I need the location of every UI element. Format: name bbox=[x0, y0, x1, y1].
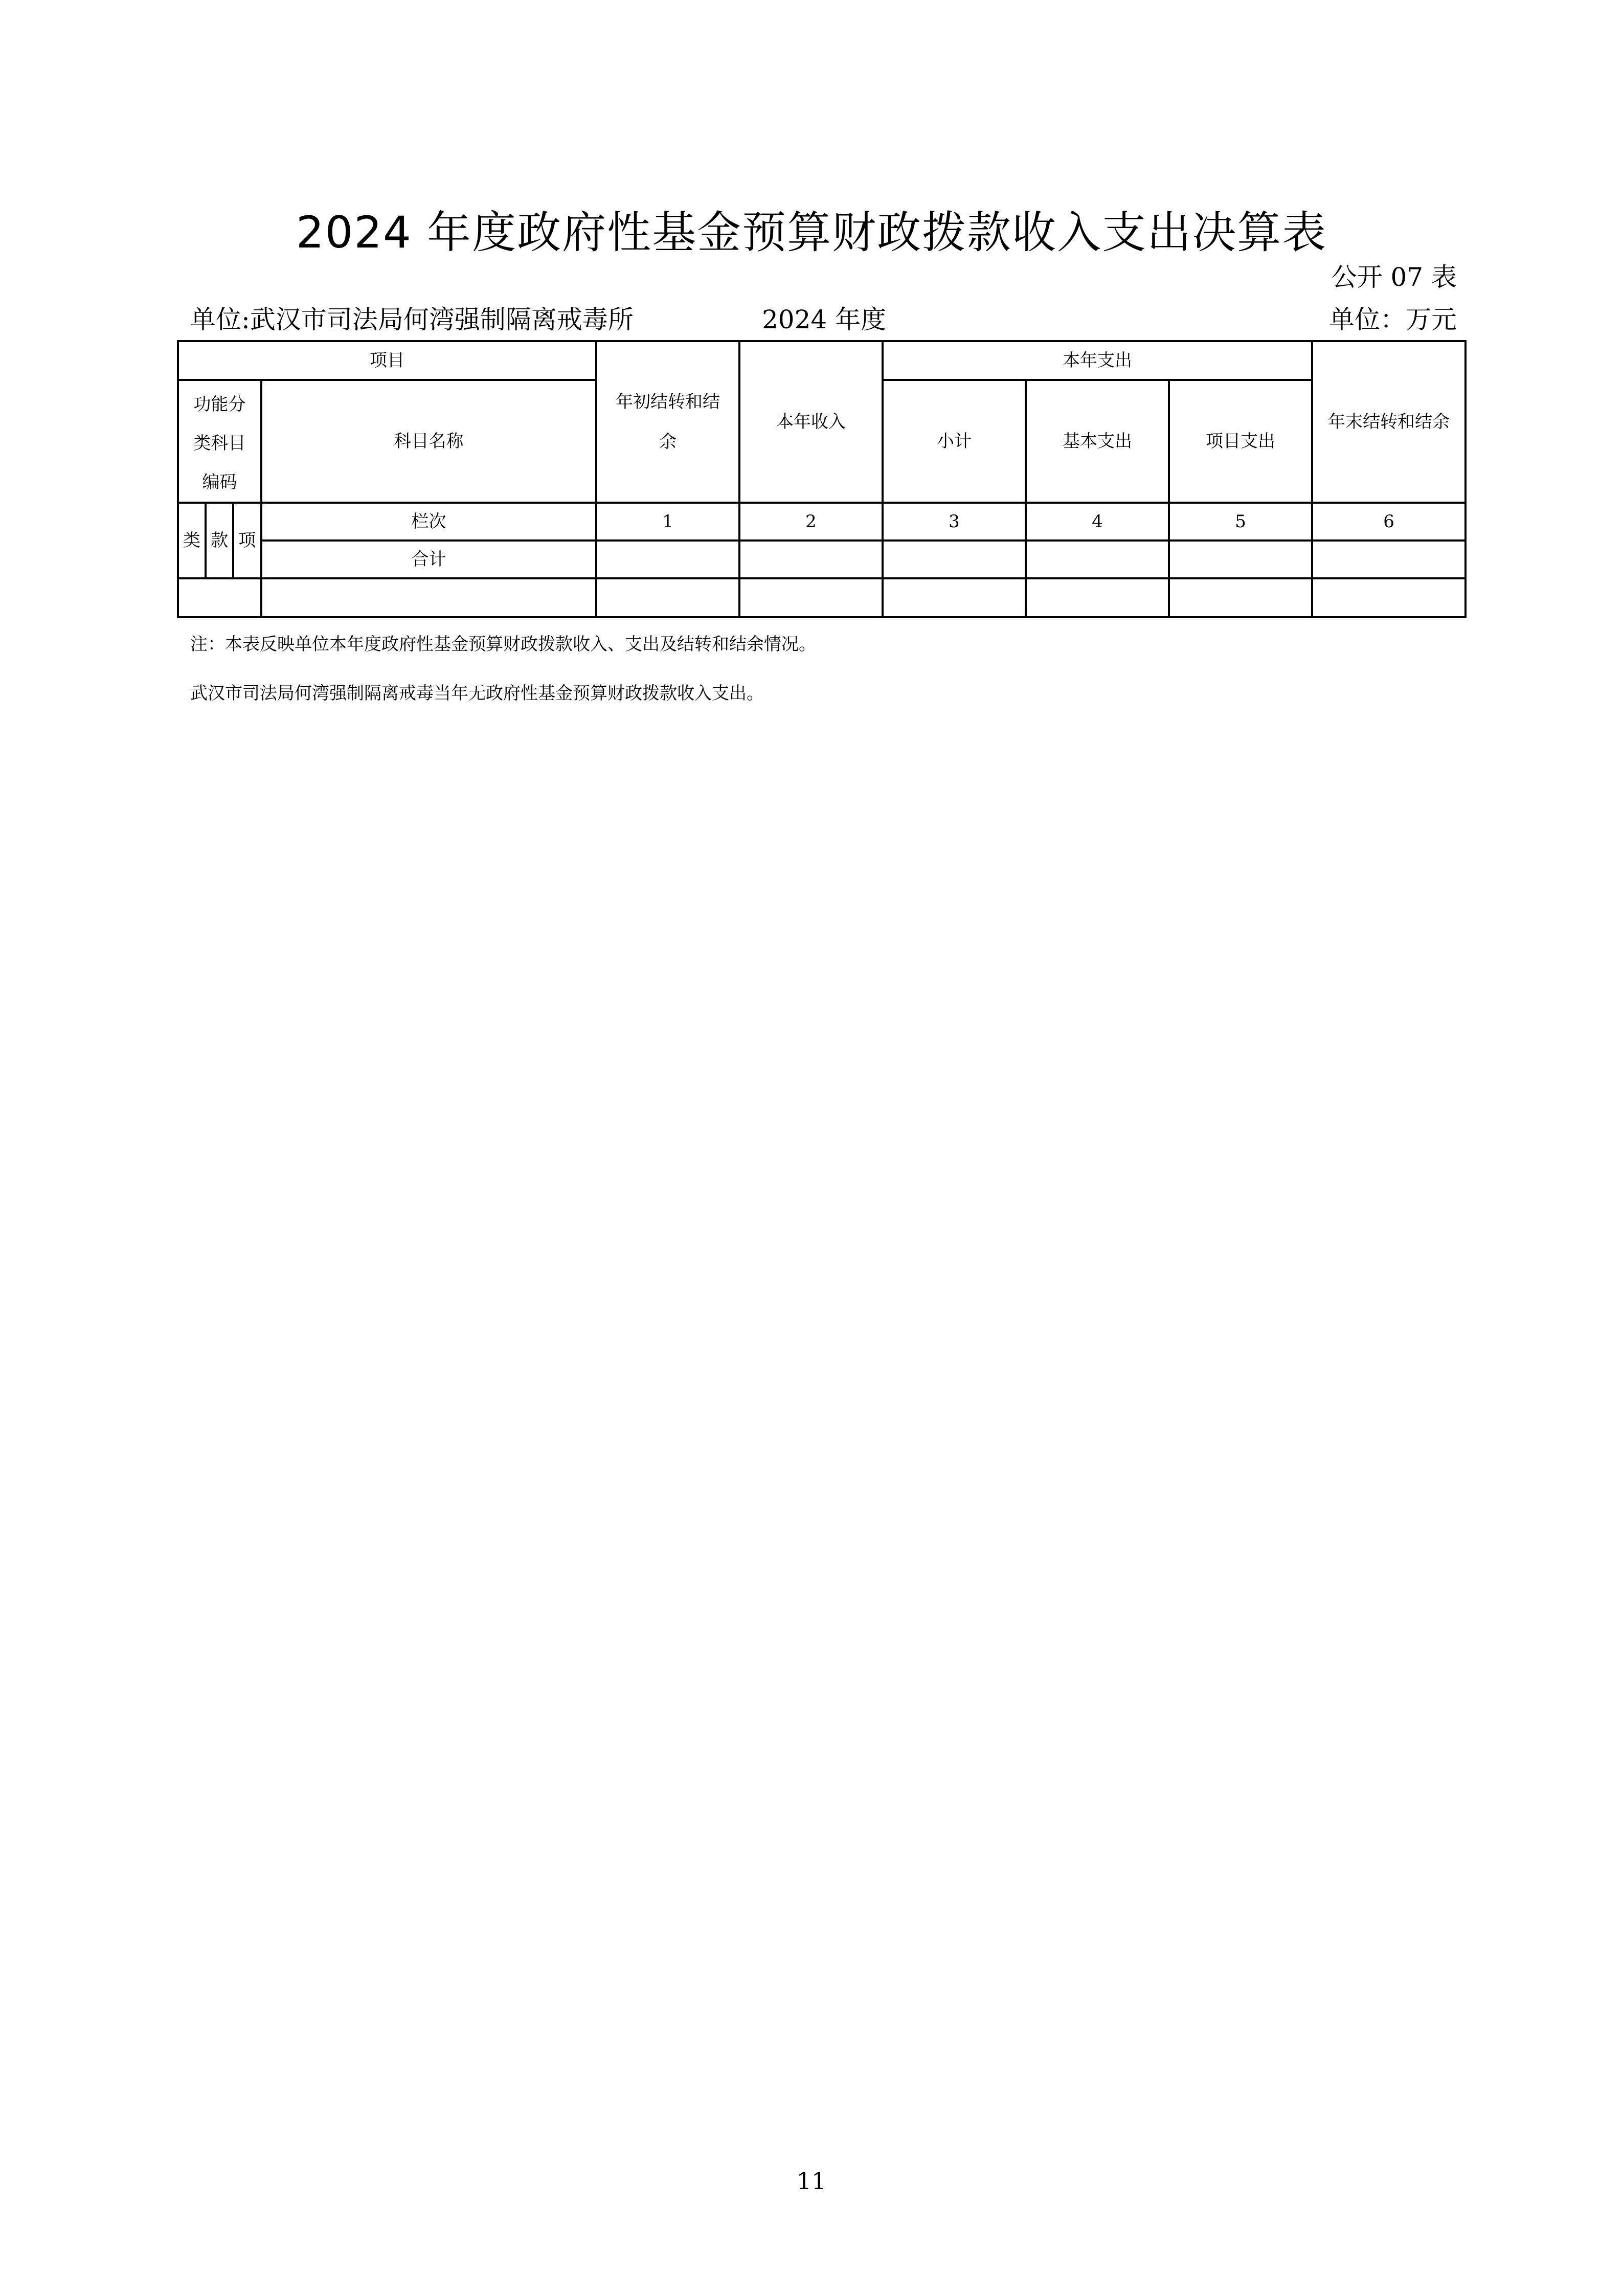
header-item: 项目 bbox=[178, 341, 596, 380]
empty-row-cell-5 bbox=[1169, 578, 1312, 617]
header-lei: 类 bbox=[178, 503, 206, 578]
header-opening-balance-line-2: 余 bbox=[659, 432, 677, 452]
column-number-4: 4 bbox=[1026, 503, 1169, 541]
header-subtotal: 小计 bbox=[883, 380, 1026, 503]
page-number: 11 bbox=[796, 2167, 827, 2195]
empty-row-cell-3 bbox=[883, 578, 1026, 617]
document-title: 2024 年度政府性基金预算财政拨款收入支出决算表 bbox=[296, 207, 1327, 258]
year-label: 2024 年度 bbox=[762, 305, 887, 334]
total-label: 合计 bbox=[261, 541, 596, 578]
func-code-line-1: 功能分 bbox=[193, 394, 246, 415]
empty-row-code bbox=[178, 578, 261, 617]
header-current-expense: 本年支出 bbox=[883, 341, 1312, 380]
header-closing-balance: 年末结转和结余 bbox=[1312, 341, 1466, 503]
header-kuan: 款 bbox=[206, 503, 233, 578]
header-xiang: 项 bbox=[233, 503, 261, 578]
total-value-4 bbox=[1026, 541, 1169, 578]
column-number-6: 6 bbox=[1312, 503, 1466, 541]
header-project-expense: 项目支出 bbox=[1169, 380, 1312, 503]
table-code: 公开 07 表 bbox=[1331, 262, 1457, 292]
total-value-2 bbox=[739, 541, 883, 578]
note-scope: 注：本表反映单位本年度政府性基金预算财政拨款收入、支出及结转和结余情况。 bbox=[190, 634, 816, 655]
column-number-3: 3 bbox=[883, 503, 1026, 541]
budget-table bbox=[177, 340, 1467, 618]
total-value-1 bbox=[596, 541, 739, 578]
empty-row-cell-6 bbox=[1312, 578, 1466, 617]
total-value-3 bbox=[883, 541, 1026, 578]
total-value-5 bbox=[1169, 541, 1312, 578]
column-number-1: 1 bbox=[596, 503, 739, 541]
column-index-label: 栏次 bbox=[261, 503, 596, 541]
empty-row-cell-4 bbox=[1026, 578, 1169, 617]
header-opening-balance bbox=[596, 341, 739, 503]
empty-row-cell-2 bbox=[739, 578, 883, 617]
header-opening-balance-line-1: 年初结转和结 bbox=[616, 391, 720, 412]
organization-label: 单位:武汉市司法局何湾强制隔离戒毒所 bbox=[190, 305, 634, 334]
func-code-line-2: 类科目 bbox=[193, 433, 246, 454]
total-value-6 bbox=[1312, 541, 1466, 578]
header-function-code bbox=[178, 380, 261, 503]
header-basic-expense: 基本支出 bbox=[1026, 380, 1169, 503]
empty-row-cell-1 bbox=[596, 578, 739, 617]
unit-label: 单位：万元 bbox=[1329, 305, 1457, 334]
empty-row-subject bbox=[261, 578, 596, 617]
header-subject-name: 科目名称 bbox=[261, 380, 596, 503]
note-no-fund: 武汉市司法局何湾强制隔离戒毒当年无政府性基金预算财政拨款收入支出。 bbox=[190, 683, 764, 704]
column-number-5: 5 bbox=[1169, 503, 1312, 541]
column-number-2: 2 bbox=[739, 503, 883, 541]
func-code-line-3: 编码 bbox=[202, 472, 237, 492]
header-current-income: 本年收入 bbox=[739, 341, 883, 503]
